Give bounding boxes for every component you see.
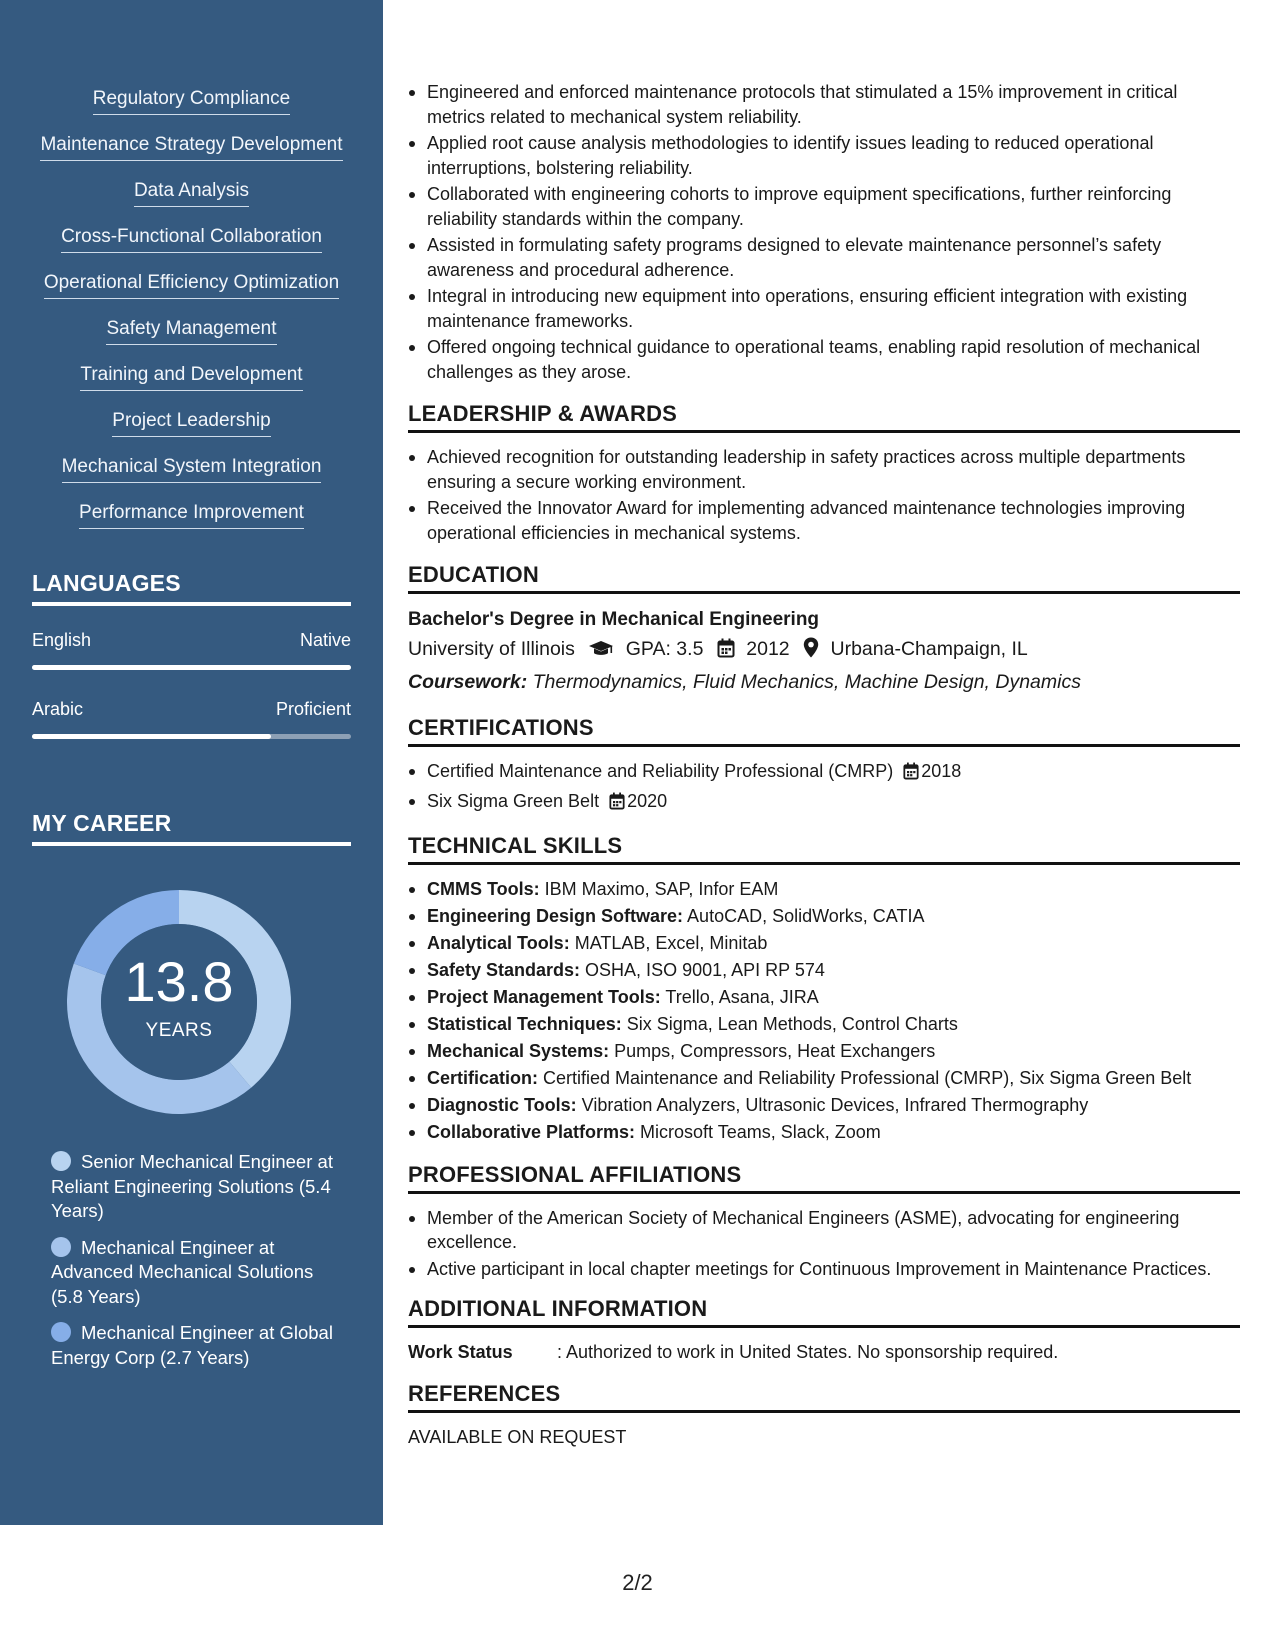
location-pin-icon <box>803 637 819 667</box>
technical-skill-item <box>408 958 1240 983</box>
technical-skill-value: AutoCAD, SolidWorks, CATIA <box>683 906 925 926</box>
technical-skill-label: Analytical Tools: <box>427 933 570 953</box>
education-degree: Bachelor's Degree in Mechanical Engineering <box>408 609 820 630</box>
career-item <box>51 1150 341 1224</box>
experience-bullet: Engineered and enforced maintenance protocols that stimulated a 15% improvement in critical metrics related to mechanical system reliability. <box>408 80 1240 129</box>
technical-skill-value: IBM Maximo, SAP, Infor EAM <box>539 879 779 899</box>
additional-info-heading: ADDITIONAL INFORMATION <box>408 1296 1240 1328</box>
career-item-text: Senior Mechanical Engineer at Reliant Engineering Solutions (5.4 Years) <box>51 1151 333 1221</box>
career-dot-icon <box>51 1237 71 1257</box>
technical-skills-list <box>408 877 1240 1145</box>
technical-skills-heading: TECHNICAL SKILLS <box>408 833 1240 865</box>
career-list <box>51 1150 341 1382</box>
skill-item: Regulatory Compliance <box>93 86 291 115</box>
education-heading: EDUCATION <box>408 562 1240 594</box>
education-year: 2012 <box>746 638 790 660</box>
language-bar-fill <box>32 665 351 670</box>
experience-bullet: Collaborated with engineering cohorts to improve equipment specifications, further reinforcing reliability standards within the company. <box>408 182 1240 231</box>
technical-skill-label: Certification: <box>427 1068 539 1088</box>
technical-skill-label: Safety Standards: <box>427 960 581 980</box>
leadership-item: Achieved recognition for outstanding leadership in safety practices across multiple departments ensuring a secure working environment. <box>408 445 1240 494</box>
education-details <box>408 634 1240 667</box>
work-status-value: : Authorized to work in United States. No sponsorship required. <box>557 1342 1059 1362</box>
language-name: Arabic <box>32 699 84 719</box>
affiliation-item: Active participant in local chapter meetings for Continuous Improvement in Maintenance Practices. <box>408 1257 1240 1282</box>
certification-item <box>408 759 1240 787</box>
certification-name: Six Sigma Green Belt <box>427 790 600 811</box>
certifications-heading: CERTIFICATIONS <box>408 715 1240 747</box>
technical-skill-value: Microsoft Teams, Slack, Zoom <box>635 1122 881 1142</box>
certification-year: 2018 <box>921 761 962 781</box>
technical-skill-item <box>408 904 1240 929</box>
references-heading: REFERENCES <box>408 1381 1240 1413</box>
education-coursework <box>408 667 1240 697</box>
sidebar <box>0 0 383 1525</box>
experience-bullet: Applied root cause analysis methodologies to identify issues leading to reduced operational interruptions, bolstering reliability. <box>408 131 1240 180</box>
career-total-years: 13.8 <box>124 950 234 1013</box>
skill-item: Maintenance Strategy Development <box>40 132 342 161</box>
technical-skill-item <box>408 1120 1240 1145</box>
technical-skill-label: Collaborative Platforms: <box>427 1122 636 1142</box>
main-content <box>408 80 1240 1449</box>
skill-item: Performance Improvement <box>79 500 304 529</box>
affiliations-heading: PROFESSIONAL AFFILIATIONS <box>408 1162 1240 1194</box>
technical-skill-item <box>408 1012 1240 1037</box>
work-status-row <box>408 1340 1240 1364</box>
career-donut <box>67 890 291 1114</box>
career-dot-icon <box>51 1322 71 1342</box>
technical-skill-value: MATLAB, Excel, Minitab <box>569 933 768 953</box>
language-bar <box>32 665 351 670</box>
certification-name: Certified Maintenance and Reliability Professional (CMRP) <box>427 761 894 781</box>
technical-skill-value: Six Sigma, Lean Methods, Control Charts <box>621 1014 958 1034</box>
skill-item: Cross-Functional Collaboration <box>61 224 322 253</box>
graduation-cap-icon <box>588 637 614 667</box>
technical-skill-item <box>408 877 1240 902</box>
technical-skill-value: OSHA, ISO 9001, API RP 574 <box>580 960 825 980</box>
technical-skill-label: Statistical Techniques: <box>427 1014 622 1034</box>
language-bar-fill <box>32 734 271 739</box>
calendar-icon <box>717 637 735 667</box>
skill-item: Mechanical System Integration <box>62 454 322 483</box>
technical-skill-value: Vibration Analyzers, Ultrasonic Devices, Infrared Thermography <box>576 1095 1089 1115</box>
career-dot-icon <box>51 1151 71 1171</box>
career-item-text: Mechanical Engineer at Advanced Mechanical Solutions (5.8 Years) <box>51 1236 314 1307</box>
certifications-list <box>408 759 1240 816</box>
technical-skill-label: Project Management Tools: <box>427 987 661 1007</box>
skill-item: Data Analysis <box>134 178 249 207</box>
education-location: Urbana-Champaign, IL <box>830 638 1028 660</box>
page-number: 2/2 <box>622 1570 653 1595</box>
skill-item: Training and Development <box>80 362 302 391</box>
technical-skill-item <box>408 1093 1240 1118</box>
coursework-label: Coursework: <box>408 671 528 693</box>
technical-skill-label: Engineering Design Software: <box>427 906 684 926</box>
technical-skill-value: Pumps, Compressors, Heat Exchangers <box>609 1041 936 1061</box>
references-text: AVAILABLE ON REQUEST <box>408 1427 627 1447</box>
career-years-label: YEARS <box>145 1020 213 1041</box>
technical-skill-value: Trello, Asana, JIRA <box>660 987 819 1007</box>
certification-year: 2020 <box>627 790 668 811</box>
coursework-list: Thermodynamics, Fluid Mechanics, Machine Design, Dynamics <box>527 671 1081 693</box>
skill-item: Operational Efficiency Optimization <box>44 270 339 299</box>
technical-skill-item <box>408 931 1240 956</box>
leadership-heading: LEADERSHIP & AWARDS <box>408 401 1240 433</box>
technical-skill-label: CMMS Tools: <box>427 879 540 899</box>
language-level: Proficient <box>275 699 351 719</box>
work-status-label: Work Status <box>408 1342 513 1362</box>
leadership-item: Received the Innovator Award for implementing advanced maintenance technologies improving operational efficiencies in mechanical systems. <box>408 496 1240 545</box>
certification-item <box>408 789 1240 817</box>
career-item-text: Mechanical Engineer at Global Energy Corp (2.7 Years) <box>51 1322 333 1368</box>
education-school: University of Illinois <box>408 638 575 660</box>
technical-skill-label: Mechanical Systems: <box>427 1041 610 1061</box>
experience-bullet: Offered ongoing technical guidance to operational teams, enabling rapid resolution of mechanical challenges as they arose. <box>408 335 1240 384</box>
experience-bullet: Assisted in formulating safety programs designed to elevate maintenance personnel’s safety awareness and procedural adherence. <box>408 233 1240 282</box>
experience-bullets <box>408 80 1240 384</box>
skill-item: Safety Management <box>106 316 276 345</box>
skills-list <box>0 86 383 546</box>
language-bar <box>32 734 351 739</box>
career-item <box>51 1236 341 1310</box>
calendar-icon <box>903 762 919 787</box>
affiliations-list <box>408 1206 1240 1282</box>
languages-heading: LANGUAGES <box>32 570 351 606</box>
technical-skill-label: Diagnostic Tools: <box>427 1095 577 1115</box>
career-item <box>51 1321 341 1370</box>
technical-skill-value: Certified Maintenance and Reliability Professional (CMRP), Six Sigma Green Belt <box>538 1068 1192 1088</box>
leadership-list <box>408 445 1240 545</box>
career-heading: MY CAREER <box>32 810 351 846</box>
skill-item: Project Leadership <box>112 408 270 437</box>
language-level: Native <box>299 630 351 650</box>
affiliation-item: Member of the American Society of Mechanical Engineers (ASME), advocating for engineering excellence. <box>408 1206 1240 1255</box>
technical-skill-item <box>408 1066 1240 1091</box>
language-name: English <box>32 630 92 650</box>
technical-skill-item <box>408 985 1240 1010</box>
experience-bullet: Integral in introducing new equipment into operations, ensuring efficient integration with existing maintenance frameworks. <box>408 284 1240 333</box>
calendar-icon <box>609 792 625 817</box>
education-gpa: GPA: 3.5 <box>625 638 704 660</box>
technical-skill-item <box>408 1039 1240 1064</box>
